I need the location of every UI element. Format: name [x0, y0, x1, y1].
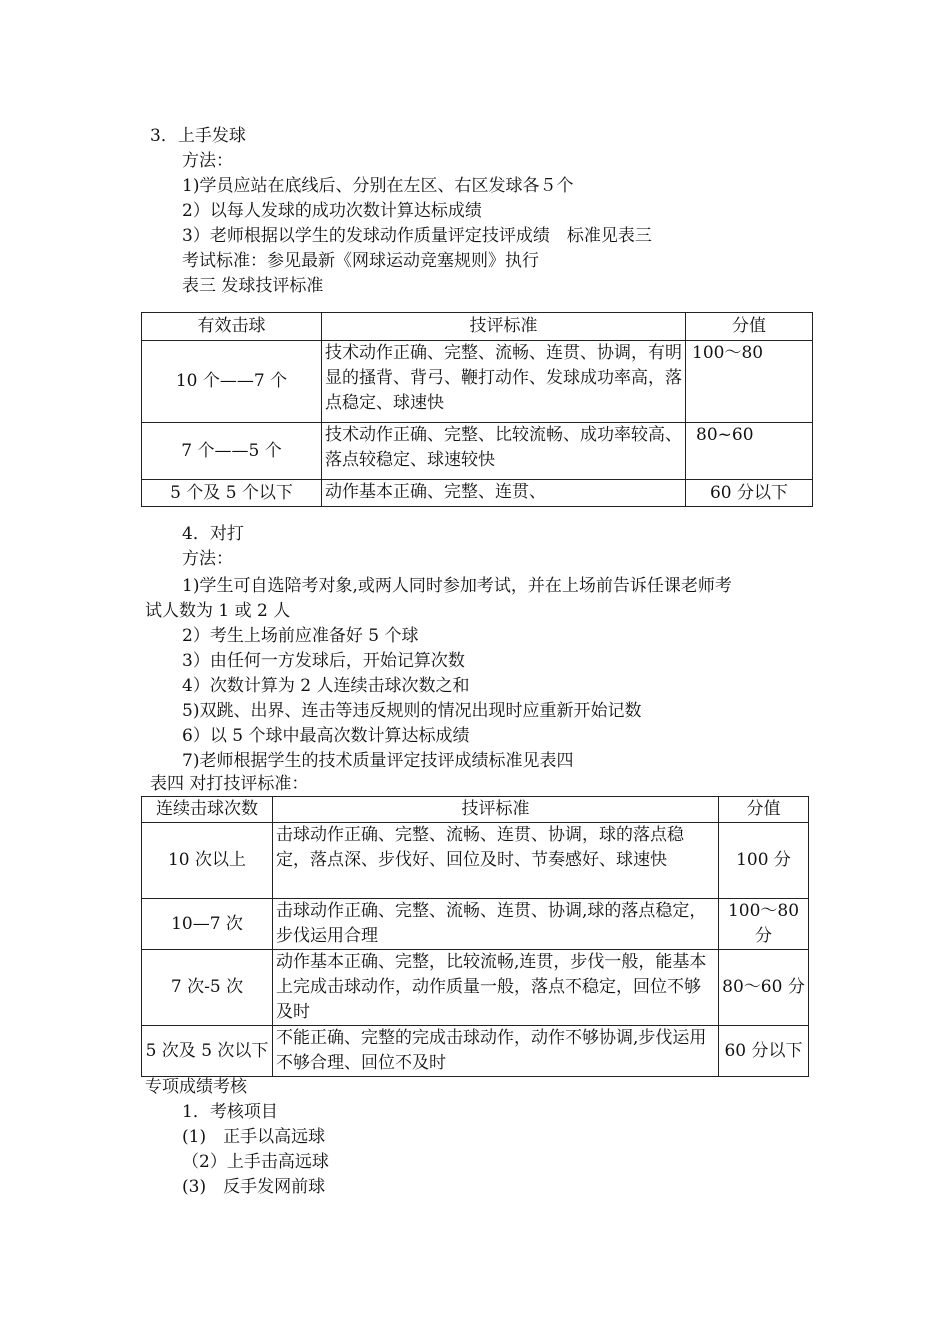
table4-cell-score: 100～80 分 [719, 899, 809, 950]
table3-cell-score: 80~60 [686, 423, 813, 480]
table4-header-score: 分值 [719, 797, 809, 823]
section4-item-1-line1: 1)学生可自选陪考对象,或两人同时参加考试，并在上场前告诉任课老师考 [182, 576, 732, 596]
section4-item-4: 4）次数计算为 2 人连续击球次数之和 [182, 676, 470, 696]
table4 [141, 796, 809, 1077]
section4-title: 4．对打 [182, 524, 244, 544]
table3-header-score: 分值 [686, 313, 813, 341]
section4-method-label: 方法： [182, 549, 233, 569]
table3-header-criteria: 技评标准 [322, 313, 686, 341]
table3-cell-count: 7 个——5 个 [142, 423, 322, 480]
section3-item-3: 3）老师根据以学生的发球动作质量评定技评成绩 标准见表三 [182, 226, 652, 246]
table4-cell-score: 60 分以下 [719, 1026, 809, 1077]
special-item-2: （2）上手击高远球 [182, 1152, 329, 1172]
table3-header-row [142, 313, 813, 341]
table4-cell-criteria: 动作基本正确、完整，比较流畅,连贯，步伐一般，能基本上完成击球动作，动作质量一般，落点不稳定，回位不够及时 [273, 950, 719, 1026]
table3-header-count: 有效击球 [142, 313, 322, 341]
section4-item-1-line2: 试人数为 1 或 2 人 [145, 601, 291, 621]
table4-header-count: 连续击球次数 [142, 797, 273, 823]
section4-item-7: 7)老师根据学生的技术质量评定技评成绩标准见表四 [182, 751, 574, 771]
table4-cell-criteria: 击球动作正确、完整、流畅、连贯、协调,球的落点稳定，步伐运用合理 [273, 899, 719, 950]
table-row [142, 1026, 809, 1077]
special-title: 专项成绩考核 [145, 1077, 247, 1097]
table-row [142, 341, 813, 423]
special-item-1: (1) 正手以高远球 [182, 1127, 326, 1147]
table4-cell-score: 100 分 [719, 823, 809, 899]
table4-cell-criteria: 不能正确、完整的完成击球动作，动作不够协调,步伐运用不够合理、回位不及时 [273, 1026, 719, 1077]
table4-cell-score: 80～60 分 [719, 950, 809, 1026]
section3-title: 3．上手发球 [150, 126, 246, 146]
table4-cell-count: 10 次以上 [142, 823, 273, 899]
table3-cell-criteria: 技术动作正确、完整、流畅、连贯、协调，有明显的搔背、背弓、鞭打动作、发球成功率高，落点稳定、球速快 [322, 341, 686, 423]
section4-item-2: 2）考生上场前应准备好 5 个球 [182, 626, 419, 646]
table4-cell-count: 5 次及 5 次以下 [142, 1026, 273, 1077]
table-row [142, 423, 813, 480]
special-subtitle: 1．考核项目 [182, 1102, 278, 1122]
table3-cell-count: 5 个及 5 个以下 [142, 480, 322, 507]
table4-cell-count: 7 次-5 次 [142, 950, 273, 1026]
section3-item-2: 2）以每人发球的成功次数计算达标成绩 [182, 201, 482, 221]
table-row [142, 899, 809, 950]
section4-item-5: 5)双跳、出界、连击等违反规则的情况出现时应重新开始记数 [182, 701, 642, 721]
table4-cell-criteria: 击球动作正确、完整、流畅、连贯、协调，球的落点稳定，落点深、步伐好、回位及时、节奏感好、球速快 [273, 823, 719, 899]
table3-cell-score: 100～80 [686, 341, 813, 423]
table3-cell-count: 10 个——7 个 [142, 341, 322, 423]
section4-item-3: 3）由任何一方发球后，开始记算次数 [182, 651, 465, 671]
table-row [142, 480, 813, 507]
table3-cell-criteria: 动作基本正确、完整、连贯、 [322, 480, 686, 507]
special-item-3: (3) 反手发网前球 [182, 1177, 326, 1197]
table3-caption: 表三 发球技评标准 [182, 276, 324, 296]
table4-header-row [142, 797, 809, 823]
table3-cell-score: 60 分以下 [686, 480, 813, 507]
table3-cell-criteria: 技术动作正确、完整、比较流畅、成功率较高、落点较稳定、球速较快 [322, 423, 686, 480]
section4-item-6: 6）以 5 个球中最高次数计算达标成绩 [182, 726, 470, 746]
section3-method-label: 方法： [182, 151, 233, 171]
section3-item-1: 1)学员应站在底线后、分别在左区、右区发球各５个 [182, 176, 574, 196]
table4-cell-count: 10—7 次 [142, 899, 273, 950]
section3-exam-standard: 考试标准：参见最新《网球运动竞塞规则》执行 [182, 251, 539, 271]
table4-header-criteria: 技评标准 [273, 797, 719, 823]
table-row [142, 950, 809, 1026]
table4-caption: 表四 对打技评标准： [150, 774, 309, 794]
table-row [142, 823, 809, 899]
table3 [141, 312, 813, 507]
